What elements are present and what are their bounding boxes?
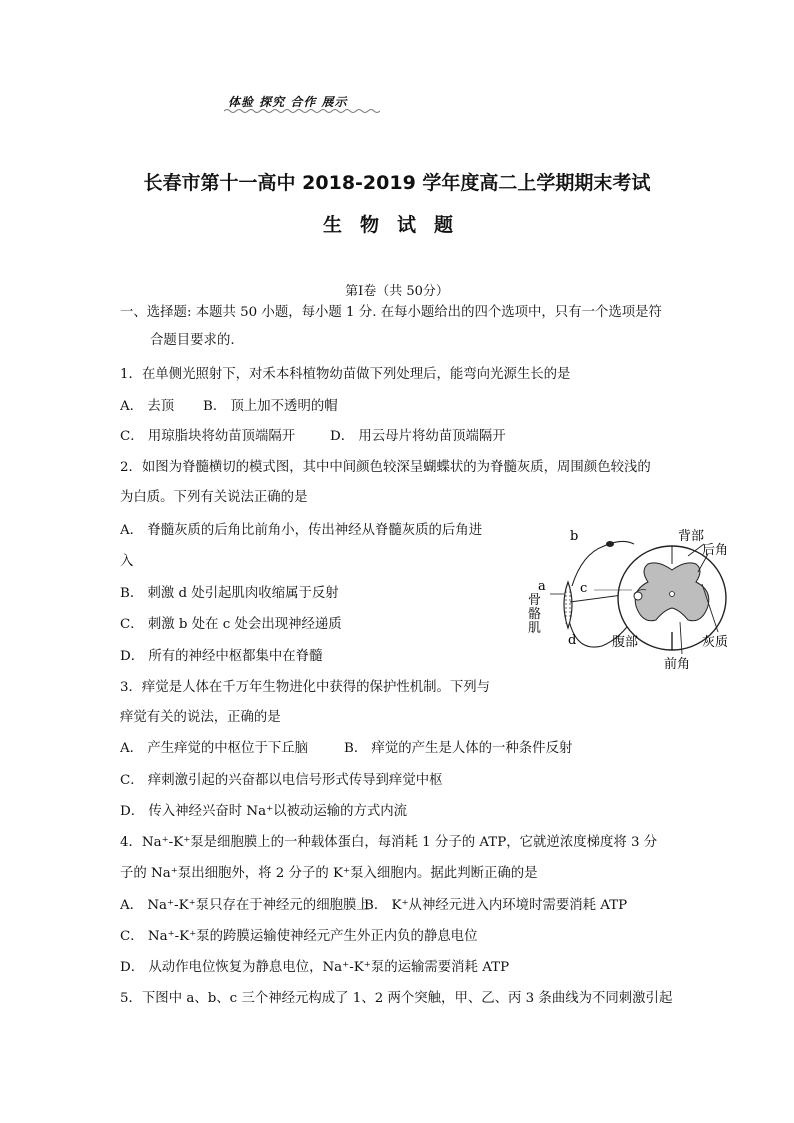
label-d: d — [568, 633, 577, 648]
q4-option-b: B． K⁺从神经元进入内环境时需要消耗 ATP — [364, 898, 628, 913]
motto-underline — [224, 108, 380, 114]
label-ventral-horn: 前角 — [664, 657, 691, 672]
q1-option-a: A． 去顶 — [120, 399, 175, 414]
q3-stem: 3．痒觉是人体在千万年生物进化中获得的保护性机制。下列与 — [120, 680, 491, 695]
q4-option-d: D． 从动作电位恢复为静息电位，Na⁺-K⁺泵的运输需要消耗 ATP — [120, 960, 510, 975]
q3-stem-cont: 痒觉有关的说法，正确的是 — [120, 710, 281, 725]
q2-option-a: A． 脊髓灰质的后角比前角小，传出神经从脊髓灰质的后角进 — [120, 523, 483, 538]
label-dorsal-horn: 后角 — [702, 543, 729, 558]
q3-option-c: C． 痒刺激引起的兴奋都以电信号形式传导到痒觉中枢 — [120, 773, 443, 788]
label-muscle-1: 骨 — [528, 593, 542, 608]
spinal-cord-figure — [522, 524, 754, 674]
q4-stem: 4．Na⁺-K⁺泵是细胞膜上的一种载体蛋白，每消耗 1 分子的 ATP，它就逆浓度梯度将 3 分 — [120, 835, 658, 850]
q1-option-c: C． 用琼脂块将幼苗顶端隔开 — [120, 429, 296, 444]
label-a: a — [538, 579, 546, 594]
q2-stem-cont: 为白质。下列有关说法正确的是 — [120, 490, 308, 505]
q3-option-b: B． 痒觉的产生是人体的一种条件反射 — [344, 741, 573, 756]
q4-stem-cont: 子的 Na⁺泵出细胞外，将 2 分子的 K⁺泵入细胞内。据此判断正确的是 — [120, 866, 538, 881]
label-b: b — [570, 529, 579, 544]
q3-option-a: A． 产生痒觉的中枢位于下丘脑 — [120, 741, 309, 756]
label-abdomen: 腹部 — [612, 635, 639, 650]
q2-option-c: C． 刺激 b 处在 c 处会出现神经递质 — [120, 617, 342, 632]
section-instructions-cont: 合题目要求的. — [150, 333, 235, 348]
q2-option-d: D． 所有的神经中枢都集中在脊髓 — [120, 649, 323, 664]
q1-option-d: D． 用云母片将幼苗顶端隔开 — [330, 429, 506, 444]
label-c: c — [580, 581, 588, 596]
label-muscle-2: 骼 — [528, 607, 542, 622]
q2-stem: 2．如图为脊髓横切的模式图，其中中间颜色较深呈蝴蝶状的为脊髓灰质，周围颜色较浅的 — [120, 460, 651, 475]
q2-option-a-cont: 入 — [120, 554, 134, 569]
q1-option-b: B． 顶上加不透明的帽 — [203, 399, 338, 414]
q5-stem: 5．下图中 a、b、c 三个神经元构成了 1、2 两个突触，甲、乙、丙 3 条曲线为不同刺激引起 — [120, 991, 673, 1006]
exam-subtitle: 生物试题 — [322, 214, 471, 236]
q1-stem: 1．在单侧光照射下，对禾本科植物幼苗做下列处理后，能弯向光源生长的是 — [120, 367, 571, 382]
school-motto: 体验 探究 合作 展示 — [228, 95, 348, 109]
q4-option-a: A． Na⁺-K⁺泵只存在于神经元的细胞膜上 — [120, 898, 370, 913]
section-instructions: 一、选择题: 本题共 50 小题，每小题 1 分. 在每小题给出的四个选项中，只有一个选项是符 — [120, 305, 662, 320]
q2-option-b: B． 刺激 d 处引起肌肉收缩属于反射 — [120, 586, 339, 601]
q4-option-c: C． Na⁺-K⁺泵的跨膜运输使神经元产生外正内负的静息电位 — [120, 929, 478, 944]
skeletal-muscle — [564, 582, 572, 628]
label-back: 背部 — [678, 529, 705, 544]
dorsal-root-ganglion — [606, 541, 614, 547]
part-heading: 第Ⅰ卷（共 50分） — [345, 284, 449, 299]
q3-option-d: D． 传入神经兴奋时 Na⁺以被动运输的方式内流 — [120, 804, 408, 819]
label-muscle-3: 肌 — [528, 621, 542, 636]
label-gray-matter: 灰质 — [702, 635, 729, 650]
exam-title: 长春市第十一高中 2018-2019 学年度高二上学期期末考试 — [143, 172, 651, 194]
